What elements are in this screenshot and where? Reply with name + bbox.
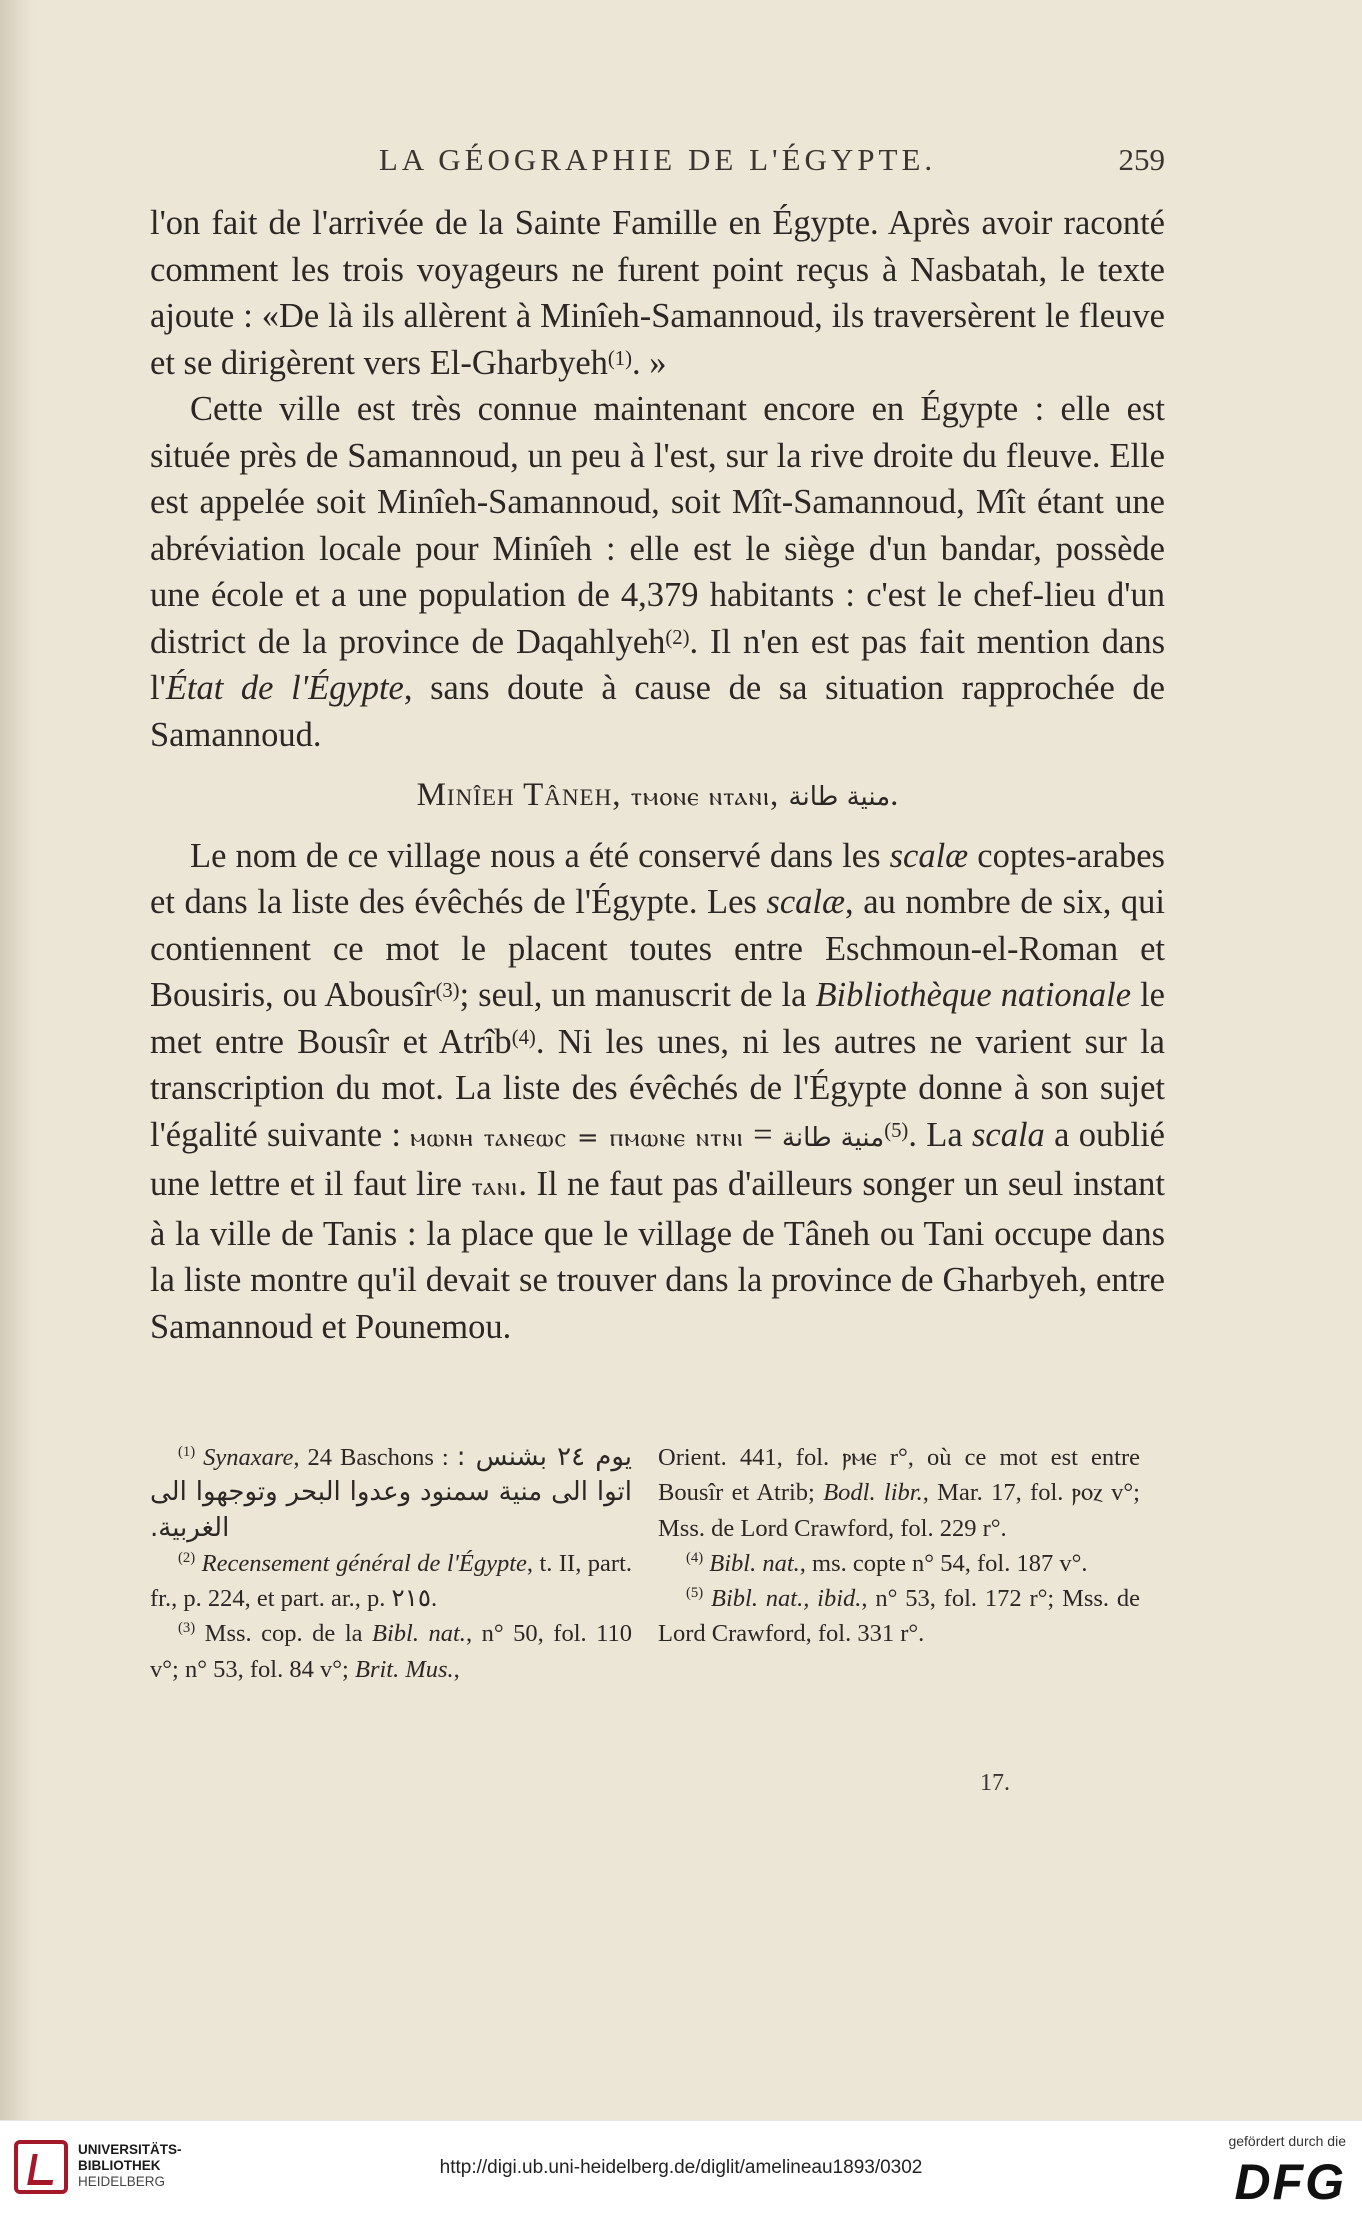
footnotes-left-column [150,1440,632,1687]
page-number: 259 [1118,142,1165,177]
footnote-ref-2: (2) [665,626,690,649]
page-edge-shadow [0,0,34,2120]
section-heading: Minîeh Tâneh, ⲧⲙⲟⲛⲉ ⲛⲧⲁⲛⲓ, منية طانة. [416,777,899,813]
running-title: LA GÉOGRAPHIE DE L'ÉGYPTE. [378,142,937,177]
paragraph-2: Cette ville est très connue maintenant encore en Égypte : elle est située près de Samannoud, un peu à l'est, sur la rive droite du fleuve. Elle est appelée soit Minîeh-Samannoud, soit Mît-Samannoud, Mît étant une abréviation locale pour Minîeh : elle est le siège d'un bandar, possède une école et a une population de 4,379 habitants : c'est le chef-lieu d'un district de la province de Daqahlyeh$^{(2)}$. Il n'en est pas fait mention dans l'État de l'Égypte, sans doute à cause de sa situation rapprochée de Samannoud. [150,390,1165,754]
footnote-1: $^{(1)}$ Synaxare, 24 Baschons : يوم ٢٤ بشنس : اتوا الى منية سمنود وعدوا البحر وتوجهوا الى الغربية. [150,1442,633,1543]
footnote-ref-1: (1) [607,347,633,370]
paragraph-1: l'on fait de l'arrivée de la Sainte Famille en Égypte. Après avoir raconté comment les trois voyageurs ne furent point reçus à Nasbatah, le texte ajoute : «De là ils allèrent à Minîeh-Samannoud, ils traversèrent le fleuve et se dirigèrent vers El-Gharbyeh$^{(1)}$. » [150,204,1165,382]
ub-heidelberg-logo[interactable]: UNIVERSITÄTS- BIBLIOTHEK HEIDELBERG [14,2136,199,2206]
running-header [150,142,1165,192]
footnote-3-continued: Orient. 441, fol. ⲣⲙⲉ r°, où ce mot est entre Bousîr et Atrib; Bodl. libr., Mar. 17, fol. ⲣⲟⲍ v°; Mss. de Lord Crawford, fol. 229 r°. [658,1444,1140,1542]
footnote-4: $^{(4)}$ Bibl. nat., ms. copte n° 54, fol. 187 v°. [686,1549,1088,1577]
main-text [150,200,1165,1350]
footnote-5: $^{(5)}$ Bibl. nat., ibid., n° 53, fol. 172 r°; Mss. de Lord Crawford, fol. 331 r°. [658,1585,1141,1648]
viewer-footer [0,2120,1362,2220]
dfg-logo[interactable]: gefördert durch die DFG [1228,2133,1346,2210]
paragraph-3: Le nom de ce village nous a été conservé dans les scalæ coptes-arabes et dans la liste des évêchés de l'Égypte. Les scalæ, au nombre de six, qui contiennent ce mot le placent toutes entre Eschmoun-el-Roman et Bousiris, ou Abousîr$^{(3)}$; seul, un manuscrit de la Bibliothèque nationale le met entre Bousîr et Atrîb$^{(4)}$. Ni les unes, ni les autres ne varient sur la transcription du mot. La liste des évêchés de l'Égypte donne à son sujet l'égalité suivante : ⲙⲱⲛⲏ ⲧⲁⲛⲉⲱⲥ = ⲡⲙⲱⲛⲉ ⲛⲧⲛⲓ = منية طانة$^{(5)}$. La scala a oublié une lettre et il faut lire ⲧⲁⲛⲓ. Il ne faut pas d'ailleurs songer un seul instant à la ville de Tanis : la place que le village de Tâneh ou Tani occupe dans la liste montre qu'il devait se trouver dans la province de Gharbyeh, entre Samannoud et Pounemou. [150,836,1166,1346]
footnote-3: $^{(3)}$ Mss. cop. de la Bibl. nat., n° 50, fol. 110 v°; n° 53, fol. 84 v°; Brit. Mus., [150,1620,632,1683]
footnotes-right-column [658,1440,1140,1652]
footnote-2: $^{(2)}$ Recensement général de l'Égypte, t. II, part. fr., p. 224, et part. ar., p. ٢١٥. [150,1549,633,1613]
permalink-url[interactable]: http://digi.ub.uni-heidelberg.de/diglit/amelineau1893/0302 [439,2157,923,2178]
footnote-ref-4: (4) [511,1026,536,1049]
signature-mark: 17. [980,1770,1010,1796]
footnote-ref-3: (3) [435,980,460,1002]
footnote-ref-5: (5) [884,1119,909,1142]
